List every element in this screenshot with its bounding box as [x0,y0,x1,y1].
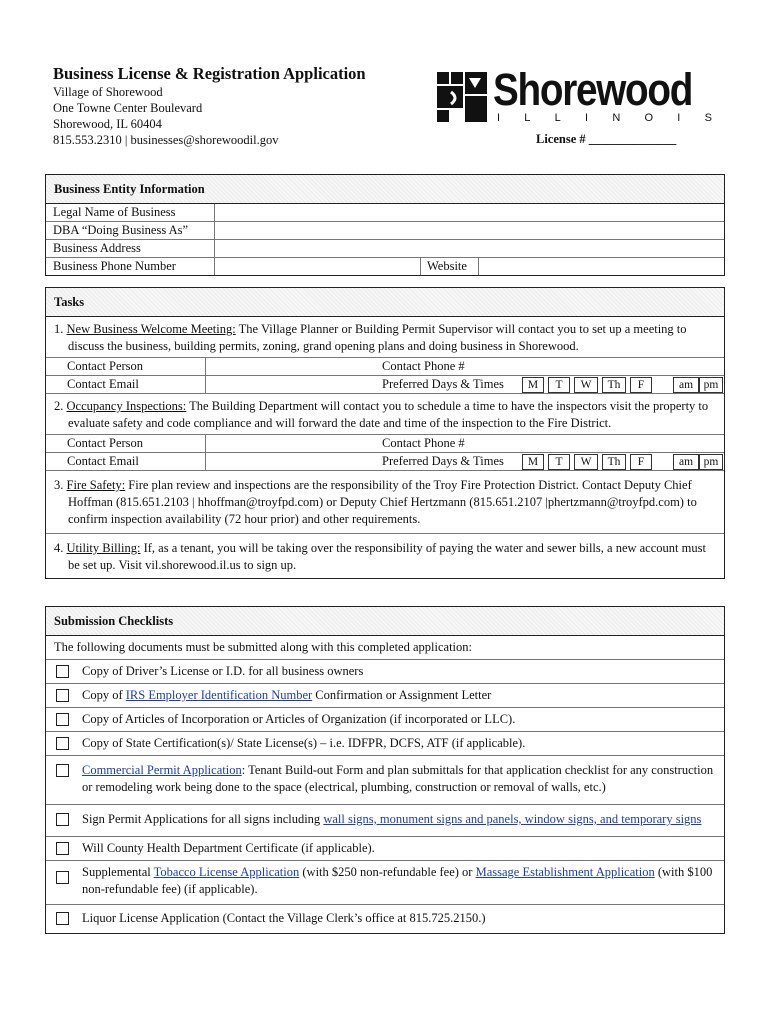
pm-box[interactable]: pm [699,377,723,393]
logo-letter: I [497,112,501,124]
task-title: Fire Safety: [66,478,126,492]
task-text: The Village Planner or Building Permit Supervisor will contact you to set up a meeting to discuss the business, building permits, zoning, grand opening plans and doing business in Shorewood. [68,322,687,353]
checklist-text: Will County Health Department Certificate (if applicable). [82,841,375,855]
task-occupancy-inspections [46,394,724,435]
task-fire-safety [46,471,724,534]
massage-application-link[interactable]: Massage Establishment Application [475,865,655,879]
address-line-2: Shorewood, IL 60404 [53,117,162,131]
day-thursday[interactable]: Th [602,454,626,470]
checkbox[interactable] [56,737,69,750]
checklist-text: Sign Permit Applications for all signs including [82,812,324,826]
checklist-text: Copy of Driver’s License or I.D. for all business owners [82,664,364,678]
checkbox[interactable] [56,813,69,826]
contact-row-1[interactable] [46,358,724,376]
contact-phone-label: Contact Phone # [382,436,465,450]
contact-row-3[interactable] [46,435,724,453]
checklist-item-articles [46,708,724,732]
checklist-item-state-cert [46,732,724,756]
am-box[interactable]: am [673,454,699,470]
logo-letter: L [554,112,561,124]
task-number: 1. [54,322,64,336]
business-address-row[interactable] [46,240,724,258]
logo-letter: I [677,112,681,124]
day-friday[interactable]: F [630,377,652,393]
checkbox[interactable] [56,764,69,777]
checklist-text: Copy of State Certification(s)/ State License(s) – i.e. IDFPR, DCFS, ATF (if applicable). [82,736,526,750]
address-line-1: One Towne Center Boulevard [53,101,203,115]
dba-row[interactable] [46,222,724,240]
contact-row-2[interactable] [46,376,724,394]
checkbox[interactable] [56,842,69,855]
checklist-text: Copy of Articles of Incorporation or Articles of Organization (if incorporated or LLC). [82,712,516,726]
submission-checklist-section [45,606,725,934]
tasks-section [45,287,725,579]
task-title: Utility Billing: [66,541,141,555]
shorewood-logo [435,66,733,126]
document-title: Business License & Registration Application [53,64,366,83]
task-text: Fire plan review and inspections are the responsibility of the Troy Fire Protection District. Contact Deputy Chief Hoffman (815.651.2103 | hhoffman@troyfpd.com) or Deputy Chief Hertzmann (815.651.2107 |phertzmann@troyfpd.com) to confirm inspection availability (72 hour prior) and other requirements. [68,478,697,526]
task-utility-billing [46,534,724,578]
contact-email-label: Contact Email [67,454,139,468]
checklist-item-sign-permit [46,805,724,837]
contact-phone-label: Contact Phone # [382,359,465,373]
task-welcome-meeting [46,317,724,358]
day-checkboxes [522,454,656,470]
sign-types-link[interactable]: wall signs, monument signs and panels, window signs, and temporary signs [323,812,702,826]
checklist-text: Supplemental [82,865,154,879]
logo-letter: N [612,112,621,124]
preferred-days-label: Preferred Days & Times [382,454,504,468]
day-monday[interactable]: M [522,454,544,470]
logo-letter: O [644,112,654,124]
logo-state-letters [497,112,712,124]
pm-box[interactable]: pm [699,454,723,470]
section-heading: Business Entity Information [46,175,724,204]
checklist-text: (with $100 non-refundable fee) (if applicable). [82,865,713,896]
logo-letter: S [704,112,712,124]
checklist-text: Liquor License Application (Contact the Village Clerk’s office at 815.725.2150.) [82,911,486,925]
task-text: If, as a tenant, you will be taking over the responsibility of paying the water and sewer bills, a new account must be set up. Visit vil.shorewood.il.us to sign up. [68,541,706,572]
am-pm-checkboxes [673,454,723,470]
day-tuesday[interactable]: T [548,377,570,393]
field-label: Legal Name of Business [53,205,176,219]
task-title: New Business Welcome Meeting: [66,322,236,336]
day-checkboxes [522,377,656,393]
contact-row-4[interactable] [46,453,724,471]
checklist-item-health-cert [46,837,724,861]
checkbox[interactable] [56,871,69,884]
task-number: 3. [54,478,64,492]
tobacco-license-link[interactable]: Tobacco License Application [153,865,300,879]
day-tuesday[interactable]: T [548,454,570,470]
checklist-item-irs-ein [46,684,724,708]
checklist-item-drivers-license [46,660,724,684]
logo-letter: L [524,112,531,124]
logo-letter: I [585,112,589,124]
contact-email-label: Contact Email [67,377,139,391]
section-heading: Tasks [46,288,724,317]
checkbox[interactable] [56,912,69,925]
day-monday[interactable]: M [522,377,544,393]
field-label: Business Address [53,241,141,255]
section-heading: Submission Checklists [46,607,724,636]
field-label: Business Phone Number [53,259,176,273]
checkbox[interactable] [56,665,69,678]
checklist-text: : Tenant Build-out Form and plan submittals for that application checklist for any construction or remodeling work being done to the space (electrical, plumbing, construction or removal of walls, etc.) [82,763,714,794]
checklist-text: (with $250 non-refundable fee) or [299,865,476,879]
checklist-intro: The following documents must be submitted along with this completed application: [46,636,724,660]
commercial-permit-link[interactable]: Commercial Permit Application [82,763,242,777]
logo-mark-icon [435,70,491,124]
am-pm-checkboxes [673,377,723,393]
irs-ein-link[interactable]: IRS Employer Identification Number [125,688,313,702]
contact-person-label: Contact Person [67,359,144,373]
checklist-text: Confirmation or Assignment Letter [312,688,492,702]
checklist-item-commercial-permit [46,756,724,805]
checklist-item-liquor [46,905,724,933]
task-number: 4. [54,541,64,555]
business-phone-row[interactable] [46,258,724,275]
am-box[interactable]: am [673,377,699,393]
day-wednesday[interactable]: W [574,454,598,470]
day-wednesday[interactable]: W [574,377,598,393]
website-label: Website [427,259,467,273]
logo-wordmark: Shorewood [493,64,693,115]
checklist-item-supplemental [46,861,724,905]
day-friday[interactable]: F [630,454,652,470]
document-header [53,64,733,154]
business-entity-section [45,174,725,276]
preferred-days-label: Preferred Days & Times [382,377,504,391]
legal-name-row[interactable] [46,204,724,222]
checkbox[interactable] [56,689,69,702]
field-label: DBA “Doing Business As” [53,223,189,237]
task-number: 2. [54,399,64,413]
license-number-field[interactable]: License # ______________ [536,132,677,146]
checklist-text: Copy of [82,688,126,702]
org-name: Village of Shorewood [53,85,163,99]
task-title: Occupancy Inspections: [66,399,187,413]
contact-line: 815.553.2310 | businesses@shorewoodil.gov [53,133,279,147]
contact-person-label: Contact Person [67,436,144,450]
day-thursday[interactable]: Th [602,377,626,393]
checkbox[interactable] [56,713,69,726]
task-text: The Building Department will contact you to schedule a time to have the inspectors visit the property to evaluate safety and code compliance and will forward the date and time of the inspection to the Fire District. [68,399,709,430]
